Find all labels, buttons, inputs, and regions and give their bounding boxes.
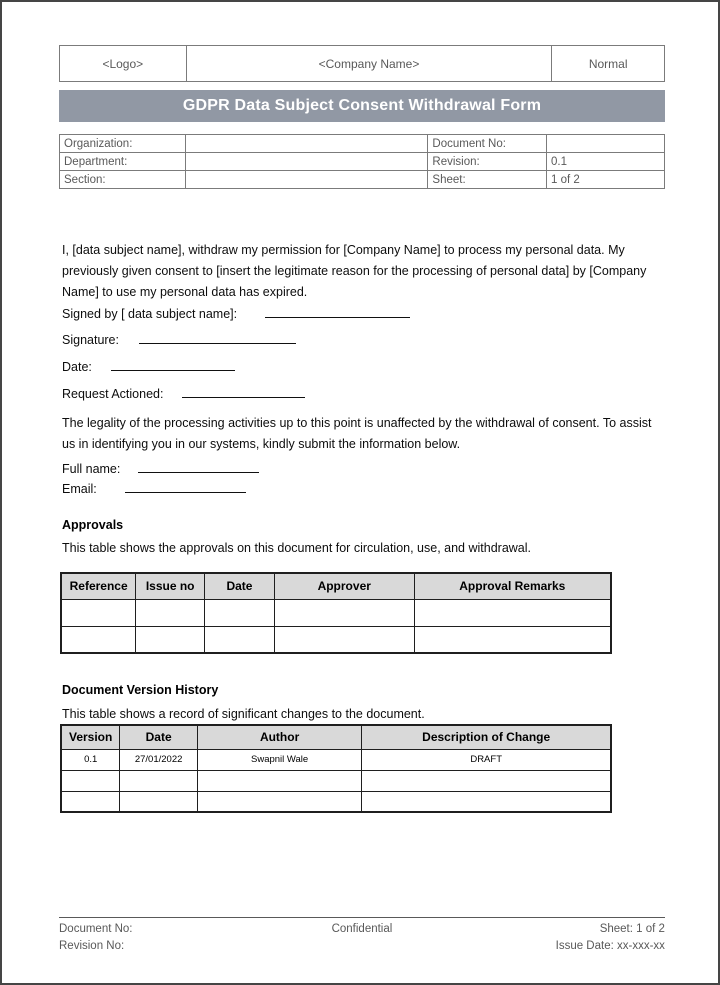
meta-table xyxy=(59,134,665,189)
email-line[interactable] xyxy=(125,480,246,493)
version-history-table xyxy=(60,724,612,813)
approvals-column-remarks: Approval Remarks xyxy=(414,573,611,599)
approvals-cell[interactable] xyxy=(136,626,205,653)
classification-label: Normal xyxy=(551,46,664,81)
version-cell[interactable] xyxy=(362,791,611,812)
signature-field xyxy=(62,331,296,347)
full-name-label: Full name: xyxy=(62,462,121,476)
version-cell[interactable] xyxy=(61,791,120,812)
approvals-column-approver: Approver xyxy=(274,573,414,599)
approvals-cell[interactable] xyxy=(61,599,136,626)
footer-revision-no: Revision No: xyxy=(59,940,125,952)
approvals-row xyxy=(61,626,611,653)
request-actioned-line[interactable] xyxy=(182,385,305,398)
approvals-column-issue-no: Issue no xyxy=(136,573,205,599)
email-label: Email: xyxy=(62,482,97,496)
email-field xyxy=(62,480,246,496)
version-column-version: Version xyxy=(61,725,120,749)
meta-value-department[interactable] xyxy=(185,153,428,171)
signed-by-line[interactable] xyxy=(265,305,410,318)
meta-label-department: Department: xyxy=(60,153,186,171)
footer xyxy=(59,921,665,955)
request-actioned-label: Request Actioned: xyxy=(62,387,164,401)
footer-issue-date: Issue Date: xx-xxx-xx xyxy=(555,940,665,952)
approvals-header-row xyxy=(61,573,611,599)
meta-label-revision: Revision: xyxy=(428,153,547,171)
version-row xyxy=(61,770,611,791)
version-cell[interactable] xyxy=(362,770,611,791)
meta-value-sheet: 1 of 2 xyxy=(547,171,665,189)
meta-row xyxy=(60,171,665,189)
version-history-description: This table shows a record of significant changes to the document. xyxy=(62,707,425,721)
approvals-column-date: Date xyxy=(205,573,275,599)
meta-row xyxy=(60,153,665,171)
intro-paragraph: I, [data subject name], withdraw my permission for [Company Name] to process my personal data. My previously given consent to [insert the legitimate reason for the processing of personal data] by [Company Name] to use my personal data has expired. xyxy=(62,243,647,299)
meta-value-revision: 0.1 xyxy=(547,153,665,171)
approvals-row xyxy=(61,599,611,626)
meta-label-sheet: Sheet: xyxy=(428,171,547,189)
footer-confidential: Confidential xyxy=(331,923,393,935)
full-name-line[interactable] xyxy=(138,460,259,473)
footer-document-no: Document No: xyxy=(59,923,133,935)
signed-by-label: Signed by [ data subject name]: xyxy=(62,307,238,321)
approvals-cell[interactable] xyxy=(136,599,205,626)
date-label: Date: xyxy=(62,360,92,374)
meta-value-organization[interactable] xyxy=(185,135,428,153)
approvals-table xyxy=(60,572,612,654)
approvals-cell[interactable] xyxy=(274,626,414,653)
footer-sheet: Sheet: 1 of 2 xyxy=(599,923,665,935)
approvals-cell[interactable] xyxy=(414,626,611,653)
version-cell-date: 27/01/2022 xyxy=(120,749,198,770)
document-title: GDPR Data Subject Consent Withdrawal Form xyxy=(182,97,542,114)
approvals-cell[interactable] xyxy=(205,626,275,653)
version-cell[interactable] xyxy=(61,770,120,791)
signature-line[interactable] xyxy=(139,331,296,344)
date-line[interactable] xyxy=(111,358,235,371)
company-name-placeholder: <Company Name> xyxy=(186,46,552,81)
meta-label-section: Section: xyxy=(60,171,186,189)
version-history-heading: Document Version History xyxy=(62,683,219,697)
request-actioned-field xyxy=(62,385,305,401)
version-cell[interactable] xyxy=(197,770,361,791)
date-field xyxy=(62,358,235,374)
version-cell-version: 0.1 xyxy=(61,749,120,770)
version-row xyxy=(61,749,611,770)
version-column-author: Author xyxy=(197,725,361,749)
footer-divider xyxy=(59,917,665,918)
approvals-cell[interactable] xyxy=(61,626,136,653)
signature-label: Signature: xyxy=(62,333,119,347)
meta-row xyxy=(60,135,665,153)
signed-by-field xyxy=(62,305,410,321)
logo-placeholder: <Logo> xyxy=(102,56,144,71)
header-table xyxy=(59,45,665,82)
version-header-row xyxy=(61,725,611,749)
approvals-heading: Approvals xyxy=(62,518,124,532)
approvals-cell[interactable] xyxy=(205,599,275,626)
approvals-cell[interactable] xyxy=(414,599,611,626)
approvals-column-reference: Reference xyxy=(61,573,136,599)
approvals-description: This table shows the approvals on this document for circulation, use, and withdrawal. xyxy=(62,541,531,555)
version-cell[interactable] xyxy=(120,770,198,791)
full-name-field xyxy=(62,460,259,476)
version-cell-description: DRAFT xyxy=(362,749,611,770)
meta-value-document-no[interactable] xyxy=(547,135,665,153)
version-column-date: Date xyxy=(120,725,198,749)
meta-value-section[interactable] xyxy=(185,171,428,189)
meta-label-organization: Organization: xyxy=(60,135,186,153)
version-row xyxy=(61,791,611,812)
approvals-cell[interactable] xyxy=(274,599,414,626)
version-cell-author: Swapnil Wale xyxy=(197,749,361,770)
version-cell[interactable] xyxy=(197,791,361,812)
legality-paragraph: The legality of the processing activities up to this point is unaffected by the withdrawal of consent. To assist us in identifying you in our systems, kindly submit the information below. xyxy=(62,416,652,451)
document-title-bar xyxy=(59,90,665,122)
meta-label-document-no: Document No: xyxy=(428,135,547,153)
version-column-description: Description of Change xyxy=(362,725,611,749)
version-cell[interactable] xyxy=(120,791,198,812)
